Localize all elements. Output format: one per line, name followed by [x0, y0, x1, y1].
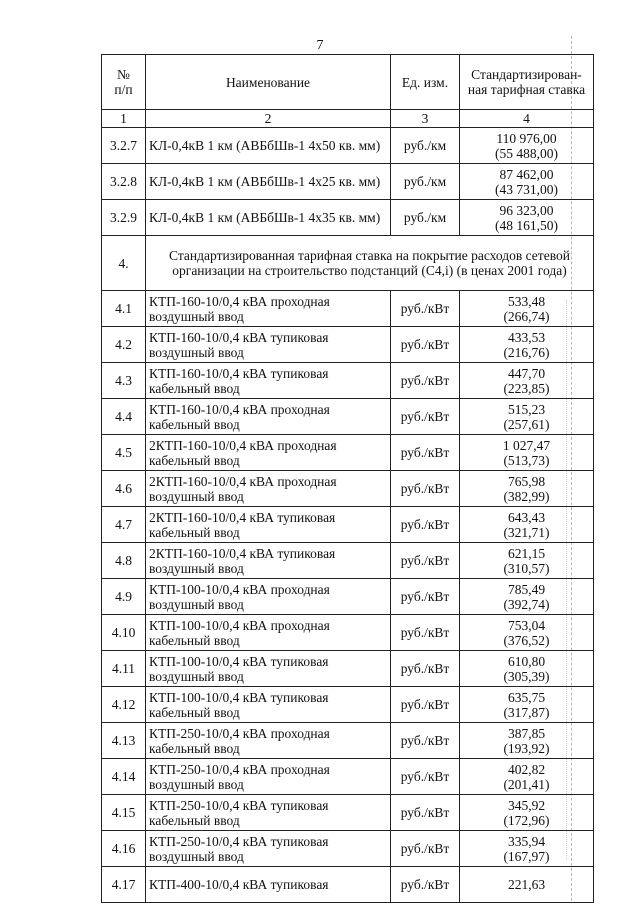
- table-row: [102, 723, 594, 759]
- rate-half-value: (321,71): [503, 524, 550, 540]
- table-row: [102, 327, 594, 363]
- rate-value: 785,49: [507, 581, 546, 597]
- row-number: 4.12: [102, 687, 146, 723]
- rate-value: 610,80: [507, 653, 546, 669]
- rate-value: 447,70: [507, 365, 546, 381]
- row-rate: [460, 543, 594, 579]
- row-rate: [460, 579, 594, 615]
- row-unit: руб./кВт: [391, 867, 460, 903]
- row-name: КЛ-0,4кВ 1 км (АВБбШв-1 4х50 кв. мм): [146, 128, 391, 164]
- col-index: 2: [146, 110, 391, 128]
- row-rate: [460, 723, 594, 759]
- rate-half-value: (216,76): [503, 344, 550, 360]
- row-rate: [460, 200, 594, 236]
- rate-value: 621,15: [507, 545, 546, 561]
- rate-half-value: (43 731,00): [495, 181, 558, 197]
- row-name: 2КТП-160-10/0,4 кВА тупиковая воздушный ввод: [146, 543, 391, 579]
- rate-half-value: (513,73): [503, 452, 550, 468]
- rate-value: 1 027,47: [502, 437, 551, 453]
- row-rate: [460, 164, 594, 200]
- rate-half-value: (223,85): [503, 380, 550, 396]
- row-rate: [460, 795, 594, 831]
- rate-value: 765,98: [507, 473, 546, 489]
- rate-value: 402,82: [507, 761, 546, 777]
- rate-half-value: (317,87): [503, 704, 550, 720]
- row-name: КТП-250-10/0,4 кВА тупиковая воздушный ввод: [146, 831, 391, 867]
- header-num: № п/п: [102, 55, 146, 110]
- row-unit: руб./кВт: [391, 651, 460, 687]
- table-row: [102, 164, 594, 200]
- table-row: [102, 867, 594, 903]
- row-name: КЛ-0,4кВ 1 км (АВБбШв-1 4х25 кв. мм): [146, 164, 391, 200]
- row-rate: [460, 471, 594, 507]
- row-name: КТП-100-10/0,4 кВА тупиковая кабельный ввод: [146, 687, 391, 723]
- tariff-table: [101, 54, 594, 903]
- row-unit: руб./кВт: [391, 471, 460, 507]
- row-number: 4.2: [102, 327, 146, 363]
- row-number: 3.2.7: [102, 128, 146, 164]
- row-number: 4.9: [102, 579, 146, 615]
- row-unit: руб./кВт: [391, 435, 460, 471]
- row-name: 2КТП-160-10/0,4 кВА проходная кабельный ввод: [146, 435, 391, 471]
- row-rate: [460, 291, 594, 327]
- row-name: КТП-250-10/0,4 кВА тупиковая кабельный ввод: [146, 795, 391, 831]
- header-rate: Стандартизирован-ная тарифная ставка: [460, 55, 594, 110]
- section-number: 4.: [102, 236, 146, 291]
- row-number: 4.11: [102, 651, 146, 687]
- rate-half-value: (167,97): [503, 848, 550, 864]
- row-unit: руб./кВт: [391, 759, 460, 795]
- row-name: КТП-160-10/0,4 кВА тупиковая кабельный ввод: [146, 363, 391, 399]
- row-rate: [460, 651, 594, 687]
- row-name: КТП-100-10/0,4 кВА проходная воздушный ввод: [146, 579, 391, 615]
- row-name: 2КТП-160-10/0,4 кВА проходная воздушный ввод: [146, 471, 391, 507]
- row-number: 4.14: [102, 759, 146, 795]
- row-rate: [460, 128, 594, 164]
- rate-value: 87 462,00: [499, 166, 554, 182]
- row-unit: руб./кВт: [391, 291, 460, 327]
- table-row: [102, 615, 594, 651]
- page-number: 7: [316, 38, 324, 53]
- table-row: [102, 363, 594, 399]
- row-unit: руб./кВт: [391, 795, 460, 831]
- table-row: [102, 200, 594, 236]
- table-row: [102, 543, 594, 579]
- table-row: [102, 291, 594, 327]
- rate-value: 345,92: [507, 797, 546, 813]
- col-index: 4: [460, 110, 594, 128]
- col-index: 1: [102, 110, 146, 128]
- row-number: 4.13: [102, 723, 146, 759]
- table-row: [102, 759, 594, 795]
- table-row: [102, 651, 594, 687]
- row-rate: [460, 399, 594, 435]
- row-name: КТП-100-10/0,4 кВА проходная кабельный ввод: [146, 615, 391, 651]
- row-unit: руб./км: [391, 164, 460, 200]
- rate-value: 110 976,00: [496, 130, 557, 146]
- row-rate: [460, 435, 594, 471]
- rate-half-value: (392,74): [503, 596, 550, 612]
- row-name: КЛ-0,4кВ 1 км (АВБбШв-1 4х35 кв. мм): [146, 200, 391, 236]
- table-row: [102, 507, 594, 543]
- table-row: [102, 471, 594, 507]
- rate-value: 635,75: [507, 689, 546, 705]
- rate-half-value: (48 161,50): [495, 217, 558, 233]
- row-name: КТП-160-10/0,4 кВА тупиковая воздушный ввод: [146, 327, 391, 363]
- rate-value: 96 323,00: [499, 202, 554, 218]
- rate-value: 387,85: [507, 725, 546, 741]
- rate-half-value: (266,74): [503, 308, 550, 324]
- rate-half-value: (305,39): [503, 668, 550, 684]
- row-unit: руб./кВт: [391, 687, 460, 723]
- row-rate: [460, 327, 594, 363]
- rate-value: 433,53: [507, 329, 546, 345]
- rate-half-value: (310,57): [503, 560, 550, 576]
- row-rate: [460, 615, 594, 651]
- table-row: [102, 579, 594, 615]
- row-number: 4.6: [102, 471, 146, 507]
- row-rate: [460, 759, 594, 795]
- row-unit: руб./км: [391, 200, 460, 236]
- row-name: КТП-250-10/0,4 кВА проходная кабельный ввод: [146, 723, 391, 759]
- row-unit: руб./кВт: [391, 327, 460, 363]
- rate-half-value: (376,52): [503, 632, 550, 648]
- row-number: 4.10: [102, 615, 146, 651]
- row-name: 2КТП-160-10/0,4 кВА тупиковая кабельный ввод: [146, 507, 391, 543]
- row-number: 4.4: [102, 399, 146, 435]
- row-unit: руб./кВт: [391, 543, 460, 579]
- row-number: 4.3: [102, 363, 146, 399]
- rate-value: 643,43: [507, 509, 546, 525]
- row-unit: руб./кВт: [391, 723, 460, 759]
- row-number: 4.15: [102, 795, 146, 831]
- table-row: [102, 831, 594, 867]
- row-rate: [460, 831, 594, 867]
- row-number: 4.16: [102, 831, 146, 867]
- header-name: Наименование: [146, 55, 391, 110]
- row-name: КТП-400-10/0,4 кВА тупиковая: [146, 867, 391, 903]
- row-name: КТП-160-10/0,4 кВА проходная воздушный ввод: [146, 291, 391, 327]
- row-rate: [460, 687, 594, 723]
- row-unit: руб./кВт: [391, 831, 460, 867]
- table-header-row: [102, 55, 594, 110]
- row-rate: [460, 507, 594, 543]
- table-row: [102, 128, 594, 164]
- row-number: 4.7: [102, 507, 146, 543]
- rate-value: 515,23: [507, 401, 546, 417]
- rate-half-value: (172,96): [503, 812, 550, 828]
- header-unit: Ед. изм.: [391, 55, 460, 110]
- row-unit: руб./кВт: [391, 615, 460, 651]
- rate-half-value: (257,61): [503, 416, 550, 432]
- rate-half-value: (193,92): [503, 740, 550, 756]
- rate-half-value: (55 488,00): [495, 145, 558, 161]
- table-row: [102, 795, 594, 831]
- row-number: 3.2.9: [102, 200, 146, 236]
- row-number: 3.2.8: [102, 164, 146, 200]
- row-number: 4.5: [102, 435, 146, 471]
- table-row: [102, 435, 594, 471]
- row-number: 4.1: [102, 291, 146, 327]
- col-index: 3: [391, 110, 460, 128]
- row-unit: руб./км: [391, 128, 460, 164]
- section-row: [102, 236, 594, 291]
- row-unit: руб./кВт: [391, 507, 460, 543]
- row-rate: [460, 867, 594, 903]
- row-unit: руб./кВт: [391, 399, 460, 435]
- rate-value: 533,48: [507, 293, 546, 309]
- rate-half-value: (201,41): [503, 776, 550, 792]
- row-number: 4.8: [102, 543, 146, 579]
- row-name: КТП-100-10/0,4 кВА тупиковая воздушный ввод: [146, 651, 391, 687]
- rate-half-value: (382,99): [503, 488, 550, 504]
- rate-value: 753,04: [507, 617, 546, 633]
- rate-value: 221,63: [507, 877, 546, 892]
- table-row: [102, 687, 594, 723]
- row-unit: руб./кВт: [391, 363, 460, 399]
- row-rate: [460, 363, 594, 399]
- row-number: 4.17: [102, 867, 146, 903]
- table-row: [102, 399, 594, 435]
- row-name: КТП-250-10/0,4 кВА проходная воздушный ввод: [146, 759, 391, 795]
- rate-value: 335,94: [507, 833, 546, 849]
- column-index-row: [102, 110, 594, 128]
- section-title: Стандартизированная тарифная ставка на покрытие расходов сетевой организации на строительство подстанций (С4,i) (в ценах 2001 года): [146, 236, 594, 291]
- row-unit: руб./кВт: [391, 579, 460, 615]
- row-name: КТП-160-10/0,4 кВА проходная кабельный ввод: [146, 399, 391, 435]
